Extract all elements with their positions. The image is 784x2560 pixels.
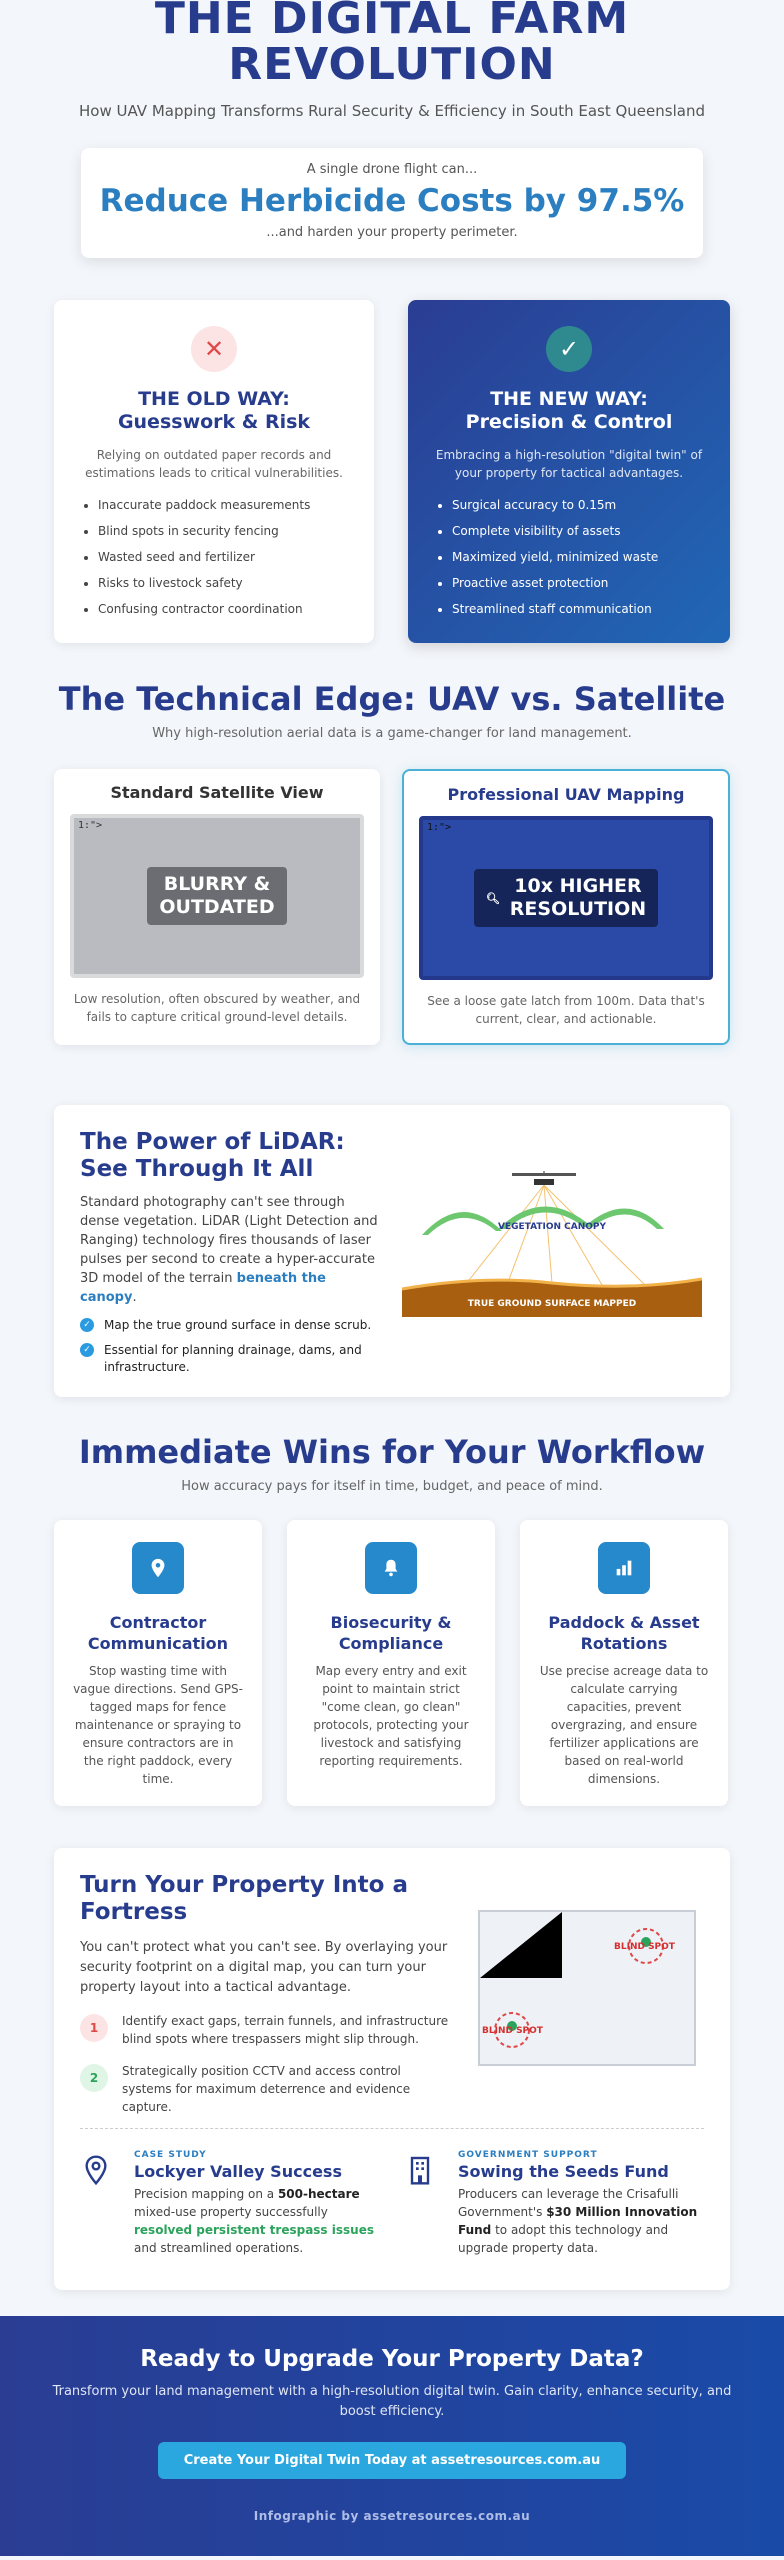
fortress-title [80,1872,440,1926]
new-way-card [408,300,730,643]
check-text: Essential for planning drainage, dams, and infrastructure. [104,1343,362,1374]
stat-pre-text: A single drone flight can... [306,162,478,177]
page-title-line2: REVOLUTION [228,39,556,90]
case-text-part: and streamlined operations. [134,2241,304,2255]
fortress-text: You can't protect what you can't see. By overlaying your security footprint on a digital map, you can turn your property layout into a tactical advantage. [80,1940,448,1995]
list-item: • Risks to livestock safety [98,576,352,590]
step-number-badge: 2 [80,2064,108,2092]
list-item [80,1317,380,1334]
win-card-title [305,1612,477,1654]
lidar-diagram [402,1171,702,1331]
x-icon: ✕ [191,326,237,372]
old-way-description: Relying on outdated paper records and estimations leads to critical vulnerabilities. [85,448,343,480]
building-icon [404,2150,440,2257]
list-item: • Inaccurate paddock measurements [98,498,352,512]
lidar-title [80,1129,400,1183]
lidar-check-list [80,1317,380,1376]
case-title: Sowing the Seeds Fund [458,2162,669,2181]
comparison-cards [0,769,784,1059]
check-text: Map the true ground surface in dense scrub. [104,1318,372,1332]
drone-icon [512,1171,576,1185]
list-item: • Maximized yield, minimized waste [452,550,708,564]
stat-post-text: ...and harden your property perimeter. [266,225,518,240]
check-icon: ✓ [546,326,592,372]
old-way-title [76,388,352,434]
create-digital-twin-button[interactable]: Create Your Digital Twin Today at assetresources.com.au [158,2442,627,2479]
fortress-step [80,2062,450,2116]
new-way-title-line1: THE NEW WAY: [490,388,648,410]
case-text [458,2185,704,2257]
case-text-part: to adopt this technology and upgrade property data. [458,2223,669,2255]
uav-card [402,769,730,1045]
technical-edge-subtitle: Why high-resolution aerial data is a game-changer for land management. [152,726,632,741]
case-title: Lockyer Valley Success [134,2162,342,2181]
win-card-text: Map every entry and exit point to maintain strict "come clean, go clean" protocols, protecting your livestock and satisfying reporting requirements. [313,1664,469,1768]
list-item: • Proactive asset protection [452,576,708,590]
ground-label: TRUE GROUND SURFACE MAPPED [467,1299,637,1309]
wins-title: Immediate Wins for Your Workflow [78,1433,706,1471]
technical-edge-section [0,680,784,1059]
check-circle-icon: ✓ [80,1343,94,1357]
hero-section [0,0,784,258]
list-item: • Complete visibility of assets [452,524,708,538]
win-card-title-line2: Rotations [580,1634,668,1653]
satellite-caption: Low resolution, often obscured by weather, and fails to capture critical ground-level details. [73,992,361,1024]
lidar-title-line1: The Power of LiDAR: [80,1129,345,1155]
lidar-text-highlight: beneath the canopy [80,1271,326,1305]
page-title-line1: THE DIGITAL FARM [154,0,630,44]
fortress-title-line1: Turn Your Property Into a [80,1872,408,1898]
broken-image-tag: 1:"> [78,820,103,831]
case-text-part: mixed-use property successfully [134,2205,328,2219]
lidar-text-end: . [132,1290,137,1305]
uav-badge-line2: RESOLUTION [509,898,647,920]
lidar-title-line2: See Through It All [80,1156,314,1182]
case-kicker: GOVERNMENT SUPPORT [458,2150,598,2160]
uav-badge [474,869,658,927]
win-card-text: Stop wasting time with vague directions. Send GPS-tagged maps for fence maintenance or spraying to ensure contractors are in the right paddock, every time. [73,1664,243,1786]
satellite-badge [147,867,286,925]
lidar-text-main: Standard photography can't see through dense vegetation. LiDAR (Light Detection and Ranging) technology fires thousands of laser pulses per second to create a hyper-accurate 3D model of the terrain [80,1195,378,1286]
fortress-section [54,1848,730,2290]
list-item: • Wasted seed and fertilizer [98,550,352,564]
satellite-card [54,769,380,1045]
uav-image [419,816,713,980]
section-divider [80,2128,704,2129]
case-text [134,2185,380,2257]
new-way-title-line2: Precision & Control [465,411,673,433]
case-text-highlight: resolved persistent trespass issues [134,2223,374,2237]
step-text: Strategically position CCTV and access control systems for maximum deterrence and evidence capture. [122,2064,411,2114]
case-text-part: Producers can leverage the Crisafulli Government's [458,2187,679,2219]
map-pin-icon [132,1542,184,1594]
fortress-step [80,2012,450,2048]
uav-caption: See a loose gate latch from 100m. Data that's current, clear, and actionable. [427,994,705,1026]
laser-beams [462,1185,647,1289]
win-card-biosecurity [287,1520,495,1806]
win-card-title [538,1612,710,1654]
case-text-part: Precision mapping on a [134,2187,278,2201]
new-way-title [430,388,708,434]
win-card-title-line2: Compliance [338,1634,444,1653]
lidar-text [80,1193,380,1307]
list-item [80,1342,380,1376]
win-card-paddock [520,1520,728,1806]
page-title [0,0,784,88]
property-boundary-shape [480,1912,562,1978]
new-way-description: Embracing a high-resolution "digital twin" of your property for tactical advantages. [435,448,703,480]
bell-icon [365,1542,417,1594]
stat-highlight-box [81,148,703,258]
step-number-badge: 1 [80,2014,108,2042]
bar-chart-icon [598,1542,650,1594]
satellite-badge-line2: OUTDATED [159,896,275,918]
magnifier-icon: 🔍︎ [485,891,500,905]
win-card-title-line1: Contractor [109,1613,207,1632]
wins-cards [0,1520,784,1806]
satellite-card-title: Standard Satellite View [110,783,324,802]
list-item: • Confusing contractor coordination [98,602,352,616]
old-way-title-line2: Guesswork & Risk [117,411,311,433]
government-support-block [404,2150,704,2257]
page-subtitle: How UAV Mapping Transforms Rural Security & Efficiency in South East Queensland [79,102,705,120]
satellite-image [70,814,364,978]
property-map-graphic [480,1912,694,2064]
broken-image-tag: 1:"> [427,822,452,833]
check-circle-icon: ✓ [80,1318,94,1332]
case-study-block [80,2150,380,2257]
old-way-card [54,300,374,643]
cta-footer [0,2316,784,2556]
old-way-list [76,498,352,616]
uav-badge-line1: 10x HIGHER [514,875,642,897]
technical-edge-title: The Technical Edge: UAV vs. Satellite [58,680,726,718]
stat-main-text: Reduce Herbicide Costs by 97.5% [99,183,685,219]
win-card-contractor [54,1520,262,1806]
case-kicker: CASE STUDY [134,2150,207,2160]
win-card-title-line1: Paddock & Asset [548,1613,700,1632]
wins-section [0,1433,784,1806]
fortress-title-line2: Fortress [80,1899,188,1925]
win-card-title-line2: Communication [87,1634,229,1653]
step-text: Identify exact gaps, terrain funnels, and infrastructure blind spots where trespassers might slip through. [122,2014,449,2046]
location-icon [80,2150,116,2257]
old-way-title-line1: THE OLD WAY: [138,388,290,410]
blind-spot-label: BLIND SPOT [482,2026,543,2036]
footer-credit: Infographic by assetresources.com.au [253,2509,531,2523]
canopy-label: VEGETATION CANOPY [497,1222,607,1232]
case-text-bold: $30 Million Innovation Fund [458,2205,698,2237]
footer-title: Ready to Upgrade Your Property Data? [140,2346,644,2372]
satellite-badge-line1: BLURRY & [163,873,271,895]
wins-subtitle: How accuracy pays for itself in time, budget, and peace of mind. [181,1479,603,1494]
win-card-text: Use precise acreage data to calculate carrying capacities, prevent overgrazing, and ensure fertilizer applications are based on real-world dimensions. [539,1664,709,1786]
uav-card-title: Professional UAV Mapping [447,785,685,804]
footer-text: Transform your land management with a high-resolution digital twin. Gain clarity, enhance security, and boost efficiency. [52,2384,732,2419]
old-vs-new-section [0,300,784,670]
case-text-bold: 500-hectare [277,2187,360,2201]
list-item: • Blind spots in security fencing [98,524,352,538]
win-card-title-line1: Biosecurity & [330,1613,452,1632]
lidar-section [54,1105,730,1397]
blind-spot-label: BLIND SPOT [614,1942,675,1952]
property-map [478,1910,696,2066]
list-item: • Surgical accuracy to 0.15m [452,498,708,512]
win-card-title [72,1612,244,1654]
new-way-list [430,498,708,616]
list-item: • Streamlined staff communication [452,602,708,616]
